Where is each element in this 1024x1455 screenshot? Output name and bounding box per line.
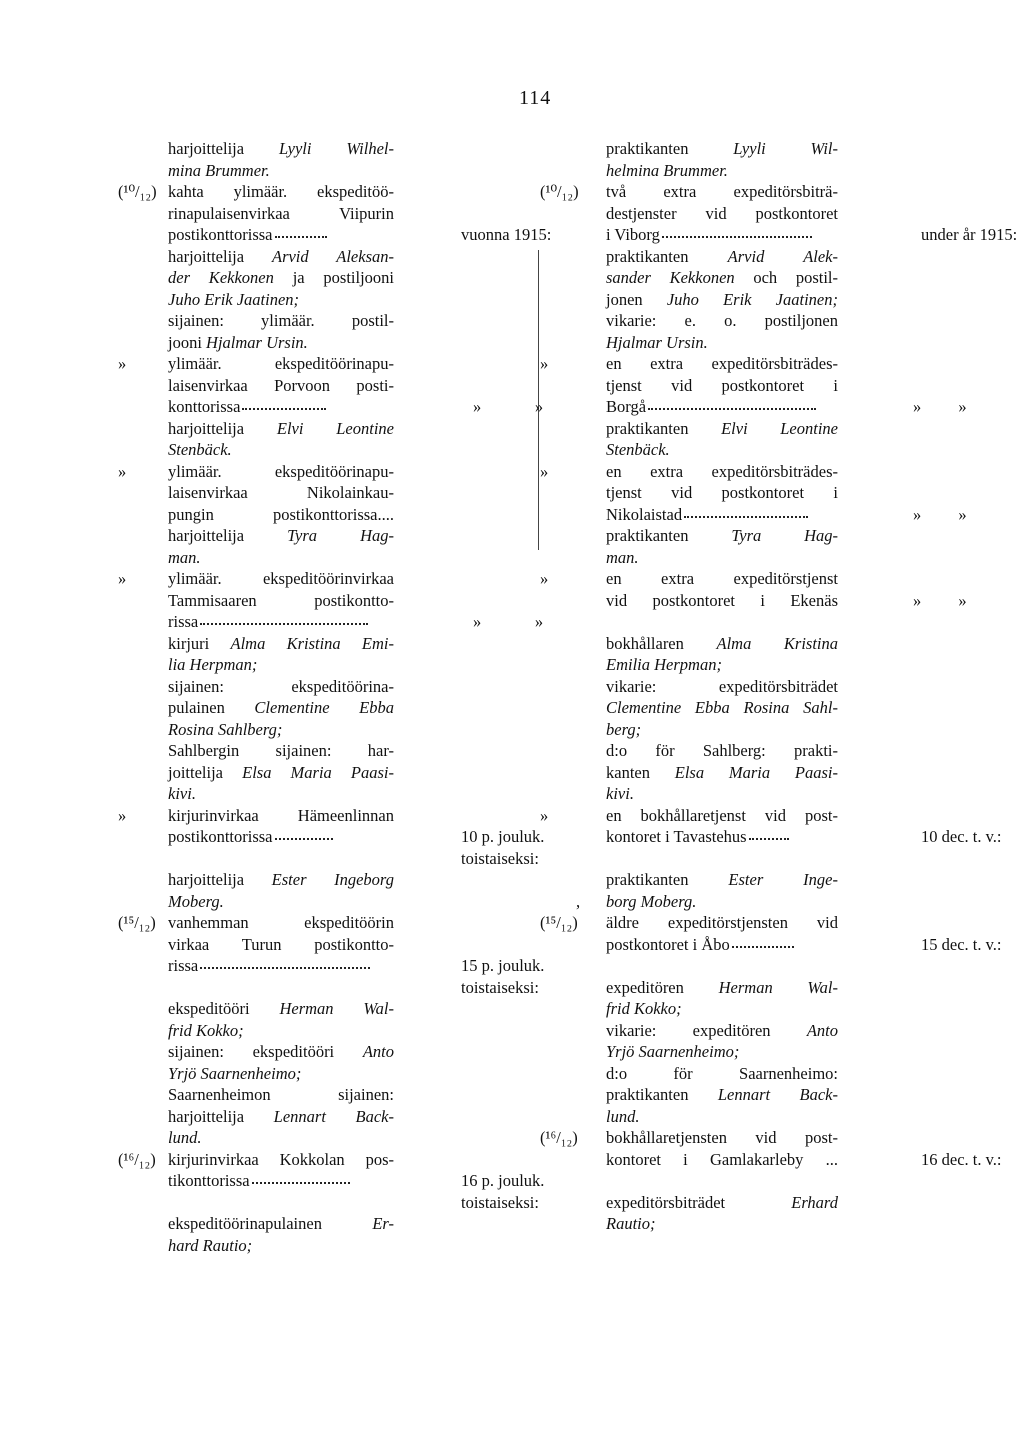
text-line: pulainen Clementine Ebba bbox=[168, 698, 394, 717]
entry bbox=[118, 1149, 545, 1257]
text-line: laisenvirkaa Porvoon posti- bbox=[168, 375, 394, 395]
entry-date-mark: (¹⁶/₁₂) bbox=[118, 1149, 156, 1169]
entry bbox=[540, 912, 1010, 1127]
entry-date: 16 dec. t. v.: bbox=[921, 1149, 1002, 1169]
text-line: Saarnenheimon sijainen: bbox=[168, 1085, 394, 1104]
dot-leader bbox=[275, 834, 333, 840]
text-line: hard Rautio; bbox=[168, 1235, 253, 1255]
entry-date: » » bbox=[913, 504, 967, 524]
text-line: Stenbäck. bbox=[168, 440, 232, 459]
dot-leader bbox=[252, 1178, 350, 1184]
entry bbox=[540, 461, 1010, 569]
text-line: harjoittelija Tyra Hag- bbox=[168, 526, 394, 545]
text-line: kontoret i Tavastehus 10 dec. t. v.: bbox=[606, 827, 1002, 846]
text-line: kanten Elsa Maria Paasi- bbox=[606, 762, 838, 782]
text-line: harjoittelija Lyyli Wilhel- bbox=[168, 139, 394, 158]
text-line bbox=[168, 1192, 539, 1214]
text-line: vikarie: expeditörsbiträdet bbox=[606, 676, 838, 696]
entry-date: » » bbox=[473, 612, 544, 631]
text-line: destjenster vid postkontoret bbox=[606, 203, 838, 223]
text-line: en extra expeditörsbiträdes- bbox=[606, 461, 838, 481]
text-line: äldre expeditörstjensten vid bbox=[606, 913, 838, 932]
text-line: Hjalmar Ursin. bbox=[606, 332, 708, 352]
entry-date: 10 p. jouluk. bbox=[461, 827, 545, 846]
entry bbox=[118, 805, 545, 913]
entry-date: vuonna 1915: bbox=[461, 225, 552, 244]
text-line bbox=[606, 955, 838, 977]
entry-date-mark: (¹⁰/₁₂) bbox=[540, 182, 579, 201]
entry-date-mark: » bbox=[118, 569, 127, 588]
entry-date: under år 1915: bbox=[921, 225, 1018, 244]
entry-date: 15 p. jouluk. bbox=[461, 956, 545, 975]
text-line: lund. bbox=[168, 1128, 202, 1147]
entry bbox=[118, 912, 545, 1149]
text-line: kirjurinvirkaa Kokkolan pos- bbox=[168, 1149, 394, 1169]
text-line bbox=[606, 848, 838, 870]
entry bbox=[540, 181, 1018, 353]
entry-date: » » bbox=[473, 397, 544, 416]
text-line: praktikanten Elvi Leontine bbox=[606, 418, 838, 438]
dot-leader bbox=[200, 619, 368, 625]
text-line: tjenst vid postkontoret i bbox=[606, 375, 838, 395]
dot-leader bbox=[200, 963, 370, 969]
text-line: postkontoret i Åbo 15 dec. t. v.: bbox=[606, 934, 1002, 954]
entry-date-mark: (¹⁰/₁₂) bbox=[118, 182, 157, 201]
text-line: Borgå » » bbox=[606, 397, 967, 416]
text-line: praktikanten Arvid Alek- bbox=[606, 246, 839, 266]
entry-date: 16 p. jouluk. bbox=[461, 1171, 545, 1190]
entry-date-mark: (¹⁵/₁₂) bbox=[118, 913, 156, 932]
text-line: Emilia Herpman; bbox=[606, 655, 722, 674]
text-line: jonen Juho Erik Jaatinen; bbox=[606, 289, 838, 309]
entry-date: 10 dec. t. v.: bbox=[921, 827, 1002, 846]
text-line: konttorissa » » bbox=[168, 397, 544, 416]
text-line: vanhemman ekspeditöörin bbox=[168, 913, 394, 932]
text-line: Tammisaaren postikontto- bbox=[168, 590, 394, 610]
text-line: harjoittelija Elvi Leontine bbox=[168, 418, 394, 438]
dot-leader bbox=[275, 232, 327, 238]
entry-date-mark: (¹⁵/₁₂) bbox=[540, 913, 578, 932]
entry-date-mark: » bbox=[118, 354, 127, 373]
dot-leader bbox=[648, 404, 816, 410]
text-line: harjoittelija Ester Ingeborg bbox=[168, 870, 394, 889]
entry bbox=[118, 568, 544, 805]
text-line: bokhållaren Alma Kristina bbox=[606, 633, 838, 653]
entry-date-mark: » bbox=[118, 805, 127, 825]
text-line: kontoret i Gamlakarleby ... 16 dec. t. v.: bbox=[606, 1149, 1002, 1169]
text-line: rissa 15 p. jouluk. bbox=[168, 956, 545, 975]
entry bbox=[118, 353, 544, 461]
text-line: kivi. bbox=[606, 784, 634, 803]
text-line: Sahlbergin sijainen: har- bbox=[168, 741, 394, 760]
text-line: kirjurinvirkaa Hämeenlinnan bbox=[168, 805, 394, 825]
text-line: lund. bbox=[606, 1106, 640, 1126]
text-line: ekspeditöörinapulainen Er- bbox=[168, 1214, 394, 1233]
text-line: två extra expeditörsbiträ- bbox=[606, 182, 838, 201]
text-line: praktikanten Tyra Hag- bbox=[606, 526, 839, 545]
text-line bbox=[606, 611, 838, 633]
text-line: sijainen: ekspeditööri Anto bbox=[168, 1042, 394, 1061]
entry-date-mark: » bbox=[118, 461, 127, 481]
text-line: en extra expeditörsbiträdes- bbox=[606, 354, 838, 373]
text-line: joittelija Elsa Maria Paasi- bbox=[168, 762, 394, 782]
text-line: ylimäär. ekspeditöörinapu- bbox=[168, 461, 394, 481]
entry-date: toistaiseksi: bbox=[461, 1192, 539, 1212]
entry-date: » » bbox=[913, 397, 967, 416]
text-line: lia Herpman; bbox=[168, 655, 258, 674]
text-line: man. bbox=[606, 547, 639, 567]
text-line: expeditörsbiträdet Erhard bbox=[606, 1192, 838, 1212]
text-line: rinapulaisenvirkaa Viipurin bbox=[168, 203, 394, 223]
text-line: ekspeditööri Herman Wal- bbox=[168, 999, 394, 1018]
entry bbox=[118, 181, 552, 353]
entry-date: 15 dec. t. v.: bbox=[921, 934, 1002, 954]
text-line: pungin postikonttorissa.... bbox=[168, 504, 394, 524]
text-line: harjoittelija Lennart Back- bbox=[168, 1106, 394, 1126]
text-line: vid postkontoret i Ekenäs » » bbox=[606, 590, 967, 610]
text-line: kahta ylimäär. ekspeditöö- bbox=[168, 182, 394, 201]
entry-date-mark: » bbox=[540, 354, 549, 373]
text-line: Clementine Ebba Rosina Sahl- bbox=[606, 698, 838, 717]
text-line: en extra expeditörstjenst bbox=[606, 569, 838, 588]
page-number: 114 bbox=[519, 87, 552, 109]
text-line: ylimäär. ekspeditöörinapu- bbox=[168, 354, 394, 373]
text-line: d:o för Sahlberg: prakti- bbox=[606, 741, 838, 760]
entry-date: toistaiseksi: bbox=[461, 848, 539, 868]
text-line: d:o för Saarnenheimo: bbox=[606, 1063, 838, 1083]
text-line: Rosina Sahlberg; bbox=[168, 719, 283, 739]
text-line: i Viborg under år 1915: bbox=[606, 225, 1018, 244]
text-line bbox=[606, 1170, 838, 1192]
text-line: tikonttorissa 16 p. jouluk. bbox=[168, 1171, 545, 1190]
text-line: expeditören Herman Wal- bbox=[606, 977, 838, 997]
entry-date-mark: » bbox=[540, 805, 549, 825]
entry-date-mark: (¹⁶/₁₂) bbox=[540, 1128, 578, 1147]
text-line: kivi. bbox=[168, 784, 196, 803]
text-line: vikarie: e. o. postiljonen bbox=[606, 311, 838, 330]
text-line: Stenbäck. bbox=[606, 440, 670, 459]
text-line: , borg Moberg. bbox=[576, 891, 697, 911]
text-line: praktikanten Lennart Back- bbox=[606, 1085, 838, 1104]
entry bbox=[540, 353, 1010, 461]
entry bbox=[540, 805, 1010, 913]
entry-date: » » bbox=[913, 590, 967, 610]
text-line: en bokhållaretjenst vid post- bbox=[606, 805, 838, 825]
entry bbox=[118, 138, 528, 181]
text-line: man. bbox=[168, 547, 201, 567]
text-line: berg; bbox=[606, 719, 642, 739]
text-line: ylimäär. ekspeditöörinvirkaa bbox=[168, 569, 394, 588]
text-line: rissa » » bbox=[168, 612, 544, 631]
entry bbox=[540, 568, 1010, 805]
text-line bbox=[168, 848, 539, 870]
text-line: frid Kokko; bbox=[606, 999, 682, 1018]
text-line: postikonttorissa vuonna 1915: bbox=[168, 225, 552, 244]
text-line: Yrjö Saarnenheimo; bbox=[168, 1063, 302, 1083]
text-line: Yrjö Saarnenheimo; bbox=[606, 1042, 740, 1061]
text-line: Juho Erik Jaatinen; bbox=[168, 289, 300, 309]
text-line: praktikanten Lyyli Wil- bbox=[606, 139, 838, 158]
text-line: bokhållaretjensten vid post- bbox=[606, 1128, 838, 1147]
dot-leader bbox=[242, 404, 326, 410]
text-line: virkaa Turun postikontto- bbox=[168, 934, 394, 954]
text-line: tjenst vid postkontoret i bbox=[606, 483, 838, 502]
dot-leader bbox=[662, 232, 812, 238]
text-line: sijainen: ylimäär. postil- bbox=[168, 311, 394, 330]
entry-date: toistaiseksi: bbox=[461, 977, 539, 997]
dot-leader bbox=[732, 942, 794, 948]
text-line: sander Kekkonen och postil- bbox=[606, 268, 839, 287]
text-line: Rautio; bbox=[606, 1214, 656, 1233]
text-line: mina Brummer. bbox=[168, 160, 270, 180]
entry bbox=[540, 1127, 1010, 1235]
text-line: vikarie: expeditören Anto bbox=[606, 1020, 838, 1040]
text-line: laisenvirkaa Nikolainkau- bbox=[168, 483, 394, 502]
text-line: harjoittelija Arvid Aleksan- bbox=[168, 246, 394, 266]
text-line: Nikolaistad » » bbox=[606, 504, 967, 524]
entry bbox=[540, 138, 1010, 181]
dot-leader bbox=[684, 512, 808, 518]
swedish-column bbox=[540, 138, 1018, 1235]
text-line: jooni Hjalmar Ursin. bbox=[168, 332, 308, 352]
text-line: sijainen: ekspeditöörina- bbox=[168, 676, 394, 696]
text-line: praktikanten Ester Inge- bbox=[606, 870, 838, 889]
entry bbox=[118, 461, 528, 569]
text-line: der Kekkonen ja postiljooni bbox=[168, 268, 395, 287]
dot-leader bbox=[749, 834, 789, 840]
text-line bbox=[168, 977, 539, 999]
text-line: helmina Brummer. bbox=[606, 160, 728, 180]
text-line: frid Kokko; bbox=[168, 1020, 244, 1040]
entry-date-mark: » bbox=[540, 461, 549, 481]
text-line: kirjuri Alma Kristina Emi- bbox=[168, 633, 394, 653]
finnish-column bbox=[118, 138, 552, 1256]
text-line: postikonttorissa 10 p. jouluk. bbox=[168, 827, 545, 846]
text-line: Moberg. bbox=[168, 891, 224, 911]
entry-date-mark: » bbox=[540, 569, 549, 588]
